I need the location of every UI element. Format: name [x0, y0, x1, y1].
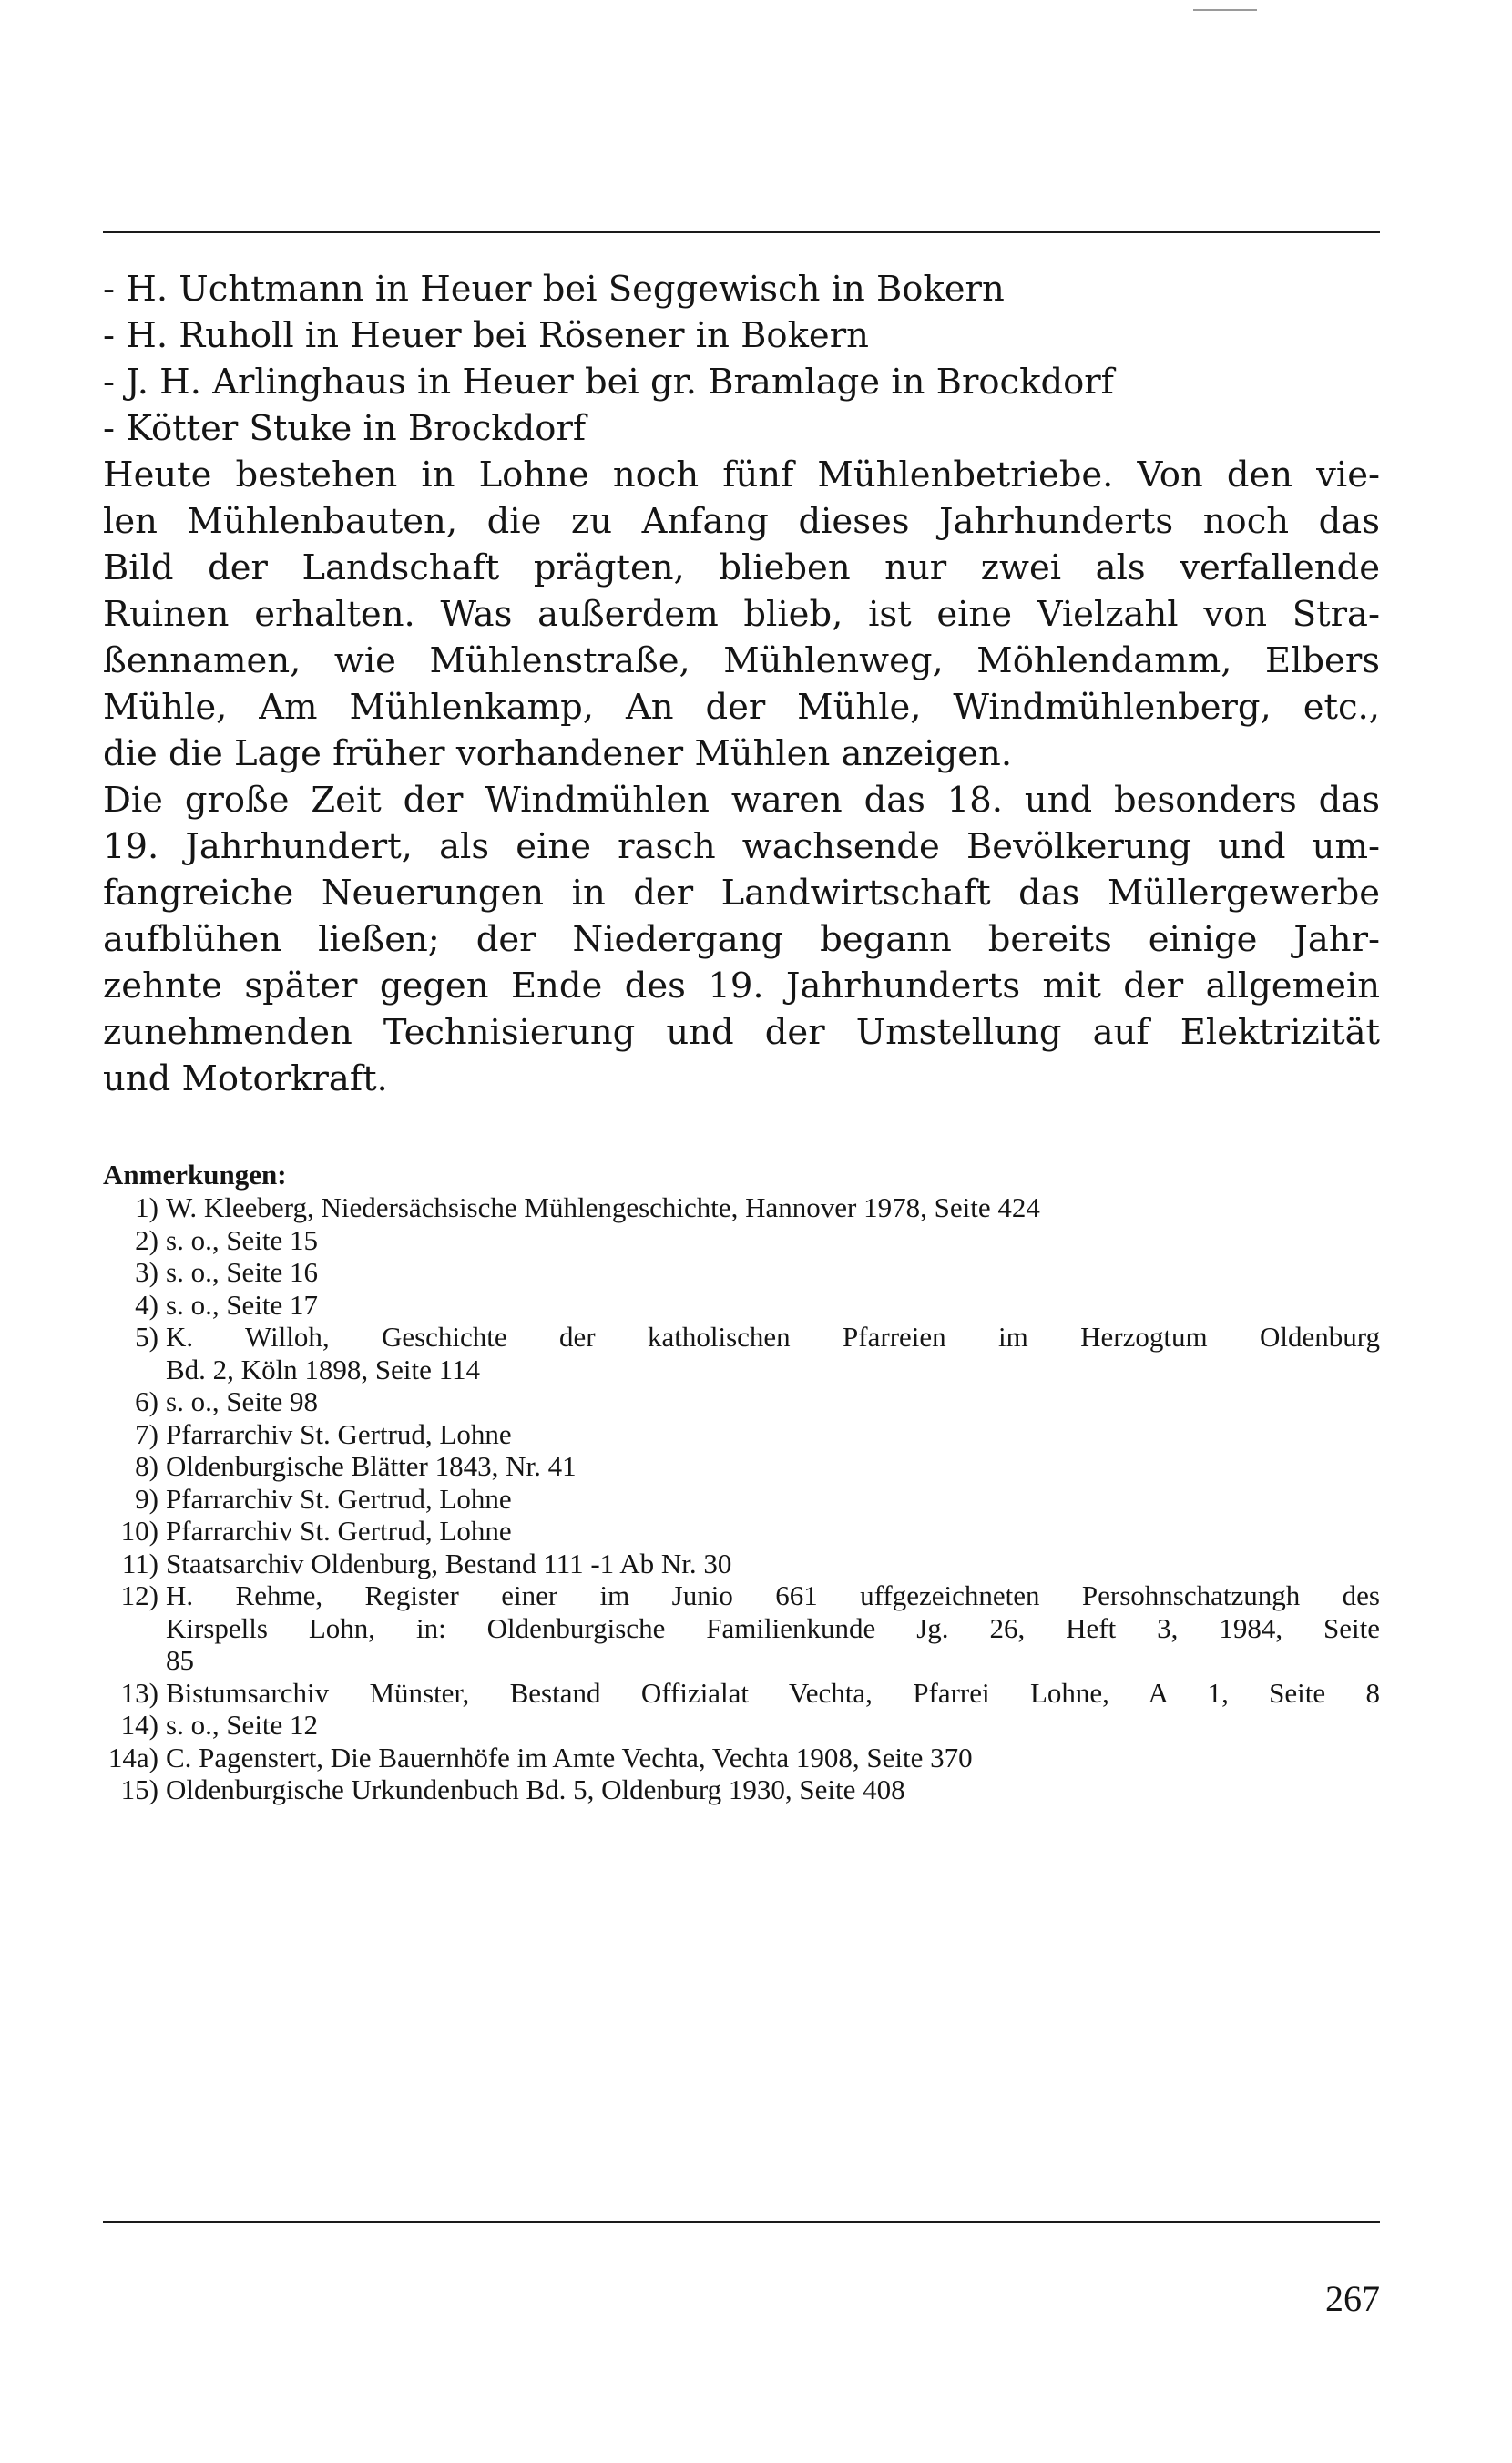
bottom-rule	[103, 2221, 1380, 2223]
body-line: aufblühen ließen; der Niedergang begann bereits einige Jahr-	[103, 919, 1380, 960]
note-item	[91, 1483, 1380, 1516]
note-text	[166, 1289, 1380, 1322]
body-line: - H. Uchtmann in Heuer bei Seggewisch in Bokern	[103, 269, 1005, 310]
body-line: Mühle, Am Mühlenkamp, An der Mühle, Windmühlenberg, etc.,	[103, 687, 1380, 728]
note-item	[91, 1548, 1380, 1580]
note-text	[166, 1224, 1380, 1257]
body-line: len Mühlenbauten, die zu Anfang dieses Jahrhunderts noch das	[103, 501, 1380, 542]
note-number: 2)	[135, 1223, 158, 1256]
body-text	[103, 266, 1380, 1102]
note-number: 15)	[120, 1773, 158, 1805]
note-text	[166, 1773, 1380, 1806]
body-line: Ruinen erhalten. Was außerdem blieb, ist eine Vielzahl von Stra-	[103, 594, 1380, 635]
note-line: Bd. 2, Köln 1898, Seite 114	[166, 1353, 481, 1385]
note-text	[166, 1418, 1380, 1451]
note-item	[91, 1450, 1380, 1483]
note-number: 4)	[135, 1288, 158, 1321]
note-item	[91, 1709, 1380, 1742]
note-text	[166, 1483, 1380, 1516]
note-item	[91, 1191, 1380, 1224]
note-number: 11)	[121, 1547, 158, 1579]
note-line: Pfarrarchiv St. Gertrud, Lohne	[166, 1417, 512, 1450]
note-line: W. Kleeberg, Niedersächsische Mühlengeschichte, Hannover 1978, Seite 424	[166, 1191, 1040, 1223]
note-text	[166, 1548, 1380, 1580]
body-line: 19. Jahrhundert, als eine rasch wachsende Bevölkerung und um-	[103, 826, 1380, 867]
note-line: H. Rehme, Register einer im Junio 661 uffgezeichneten Persohnschatzungh des	[166, 1579, 1380, 1611]
note-item	[91, 1773, 1380, 1806]
body-line: Die große Zeit der Windmühlen waren das 18. und besonders das	[103, 780, 1380, 821]
note-item	[91, 1677, 1380, 1710]
note-text	[166, 1709, 1380, 1742]
top-rule	[103, 231, 1380, 233]
note-number: 5)	[135, 1321, 158, 1353]
note-number: 8)	[135, 1450, 158, 1482]
note-text	[166, 1515, 1380, 1548]
note-number: 13)	[120, 1676, 158, 1709]
note-item	[91, 1515, 1380, 1548]
body-line: zehnte später gegen Ende des 19. Jahrhunderts mit der allgemein	[103, 966, 1380, 1007]
note-item	[91, 1579, 1380, 1677]
crop-mark	[1193, 9, 1257, 11]
body-line: die die Lage früher vorhandener Mühlen anzeigen.	[103, 733, 1013, 774]
note-text	[166, 1321, 1380, 1385]
note-line: s. o., Seite 15	[166, 1223, 319, 1256]
note-item	[91, 1385, 1380, 1418]
body-line: - H. Ruholl in Heuer bei Rösener in Bokern	[103, 315, 869, 356]
note-line: s. o., Seite 98	[166, 1385, 319, 1417]
note-number: 14)	[120, 1709, 158, 1741]
note-line: Oldenburgische Urkundenbuch Bd. 5, Oldenburg 1930, Seite 408	[166, 1773, 905, 1805]
body-line: zunehmenden Technisierung und der Umstellung auf Elektrizität	[103, 1012, 1380, 1053]
body-line: fangreiche Neuerungen in der Landwirtschaft das Müllergewerbe	[103, 873, 1380, 914]
note-text	[166, 1256, 1380, 1289]
body-line: Bild der Landschaft prägten, blieben nur zwei als verfallende	[103, 547, 1380, 588]
note-line: s. o., Seite 12	[166, 1709, 319, 1741]
note-line: K. Willoh, Geschichte der katholischen Pfarreien im Herzogtum Oldenburg	[166, 1321, 1380, 1353]
note-text	[166, 1450, 1380, 1483]
note-line: s. o., Seite 17	[166, 1288, 319, 1321]
note-item	[91, 1256, 1380, 1289]
note-line: Pfarrarchiv St. Gertrud, Lohne	[166, 1515, 512, 1547]
note-number: 10)	[120, 1515, 158, 1547]
notes-heading: Anmerkungen:	[103, 1159, 287, 1191]
note-text	[166, 1191, 1380, 1224]
note-number: 3)	[135, 1256, 158, 1288]
body-line: Heute bestehen in Lohne noch fünf Mühlenbetriebe. Von den vie-	[103, 455, 1380, 496]
note-line: Pfarrarchiv St. Gertrud, Lohne	[166, 1482, 512, 1515]
note-text	[166, 1677, 1380, 1710]
note-item	[91, 1224, 1380, 1257]
note-line: Bistumsarchiv Münster, Bestand Offizialat Vechta, Pfarrei Lohne, A 1, Seite 8	[166, 1676, 1380, 1709]
note-line: Kirspells Lohn, in: Oldenburgische Familienkunde Jg. 26, Heft 3, 1984, Seite	[166, 1611, 1380, 1644]
note-line: Staatsarchiv Oldenburg, Bestand 111 -1 Ab Nr. 30	[166, 1547, 732, 1579]
body-line: - J. H. Arlinghaus in Heuer bei gr. Bramlage in Brockdorf	[103, 362, 1114, 403]
note-item	[91, 1321, 1380, 1385]
note-item	[91, 1418, 1380, 1451]
note-text	[166, 1579, 1380, 1677]
note-number: 14a)	[107, 1741, 158, 1773]
note-number: 12)	[120, 1579, 158, 1611]
body-line: ßennamen, wie Mühlenstraße, Mühlenweg, Möhlendamm, Elbers	[103, 640, 1380, 681]
body-line: und Motorkraft.	[103, 1058, 388, 1099]
note-number: 6)	[135, 1385, 158, 1417]
note-number: 7)	[135, 1417, 158, 1450]
note-number: 9)	[135, 1482, 158, 1515]
note-line: 85	[166, 1644, 194, 1676]
note-line: s. o., Seite 16	[166, 1256, 319, 1288]
note-line: C. Pagenstert, Die Bauernhöfe im Amte Vechta, Vechta 1908, Seite 370	[166, 1741, 973, 1773]
note-text	[166, 1742, 1380, 1774]
note-number: 1)	[135, 1191, 158, 1223]
note-line: Oldenburgische Blätter 1843, Nr. 41	[166, 1450, 577, 1482]
note-item	[91, 1289, 1380, 1322]
note-text	[166, 1385, 1380, 1418]
page-number: 267	[1325, 2278, 1380, 2319]
notes-list	[91, 1191, 1380, 1806]
body-line: - Kötter Stuke in Brockdorf	[103, 408, 587, 449]
note-item	[91, 1742, 1380, 1774]
